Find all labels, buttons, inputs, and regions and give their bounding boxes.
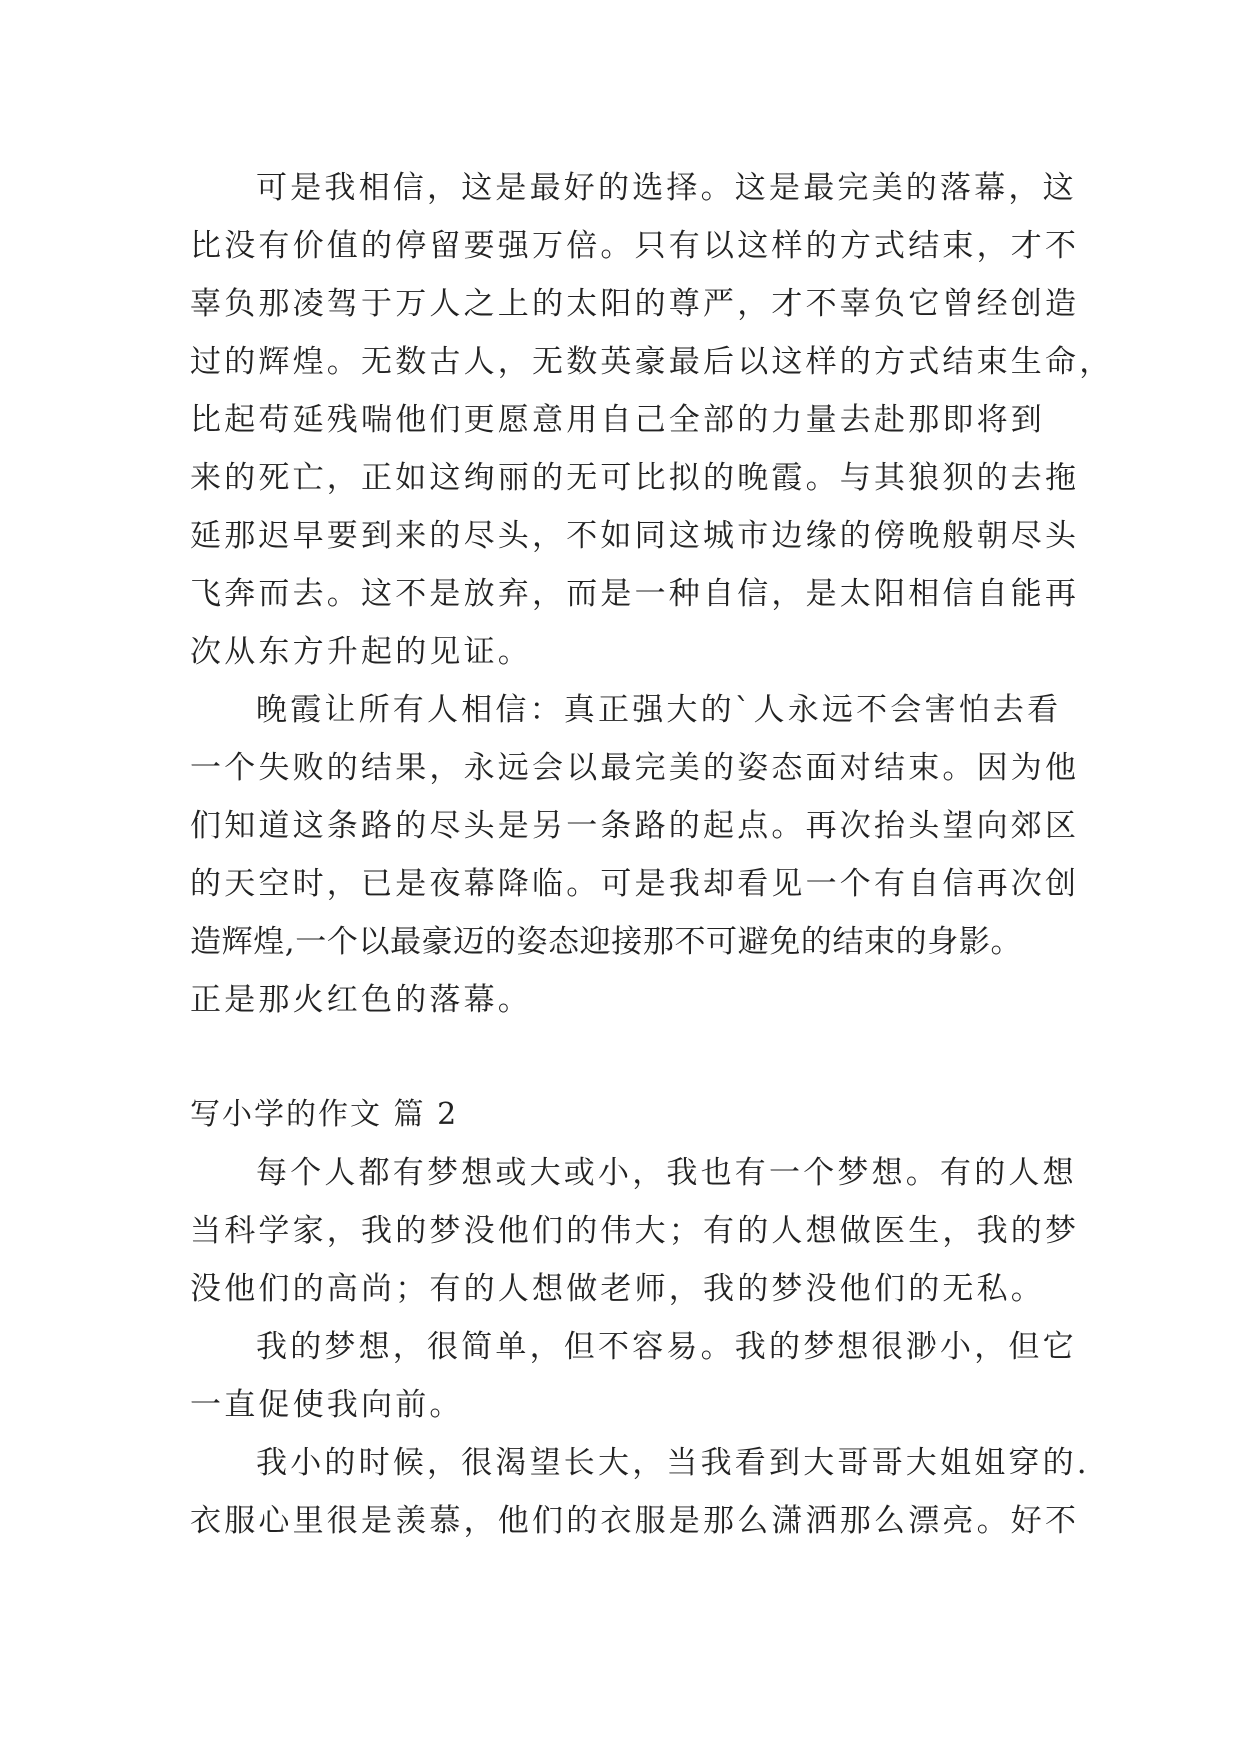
paragraph-5-line-1: 我小的时候，很渴望长大，当我看到大哥哥大姐姐穿的. (256, 1445, 1090, 1481)
paragraph-2-line-5: 造辉煌,一个以最豪迈的姿态迎接那不可避免的结束的身影。 (190, 924, 1023, 960)
paragraph-2-line-2: 一个失败的结果，永远会以最完美的姿态面对结束。因为他 (190, 750, 1080, 786)
paragraph-1-line-9: 次从东方升起的见证。 (190, 634, 532, 670)
paragraph-2-line-3: 们知道这条路的尽头是另一条路的起点。再次抬头望向郊区 (190, 808, 1080, 844)
paragraph-4-line-2: 一直促使我向前。 (190, 1387, 464, 1423)
paragraph-1-line-6: 来的死亡，正如这绚丽的无可比拟的晚霞。与其狼狈的去拖 (190, 460, 1080, 496)
paragraph-1-line-8: 飞奔而去。这不是放弃，而是一种自信，是太阳相信自能再 (190, 576, 1080, 612)
paragraph-2-line-1: 晚霞让所有人相信：真正强大的`人永远不会害怕去看 (256, 692, 1062, 728)
paragraph-4-line-1: 我的梦想，很简单，但不容易。我的梦想很渺小，但它 (256, 1329, 1077, 1365)
paragraph-1-line-1: 可是我相信，这是最好的选择。这是最完美的落幕，这 (256, 170, 1077, 206)
paragraph-2-line-4: 的天空时，已是夜幕降临。可是我却看见一个有自信再次创 (190, 866, 1080, 902)
paragraph-3-line-3: 没他们的高尚；有的人想做老师，我的梦没他们的无私。 (190, 1271, 1045, 1307)
paragraph-5-line-2: 衣服心里很是羡慕，他们的衣服是那么潇洒那么漂亮。好不 (190, 1503, 1080, 1539)
paragraph-1-line-2: 比没有价值的停留要强万倍。只有以这样的方式结束，才不 (190, 228, 1080, 264)
paragraph-1-line-7: 延那迟早要到来的尽头，不如同这城市边缘的傍晚般朝尽头 (190, 518, 1080, 554)
paragraph-1-line-5: 比起苟延残喘他们更愿意用自己全部的力量去赴那即将到 (190, 402, 1045, 438)
paragraph-3-line-2: 当科学家，我的梦没他们的伟大；有的人想做医生，我的梦 (190, 1213, 1080, 1249)
paragraph-1-line-4: 过的辉煌。无数古人，无数英豪最后以这样的方式结束生命， (190, 344, 1114, 380)
section-heading: 写小学的作文 篇 2 (190, 1097, 459, 1132)
paragraph-1-line-3: 辜负那凌驾于万人之上的太阳的尊严，才不辜负它曾经创造 (190, 286, 1080, 322)
paragraph-2-line-6: 正是那火红色的落幕。 (190, 982, 532, 1018)
paragraph-3-line-1: 每个人都有梦想或大或小，我也有一个梦想。有的人想 (256, 1155, 1077, 1191)
